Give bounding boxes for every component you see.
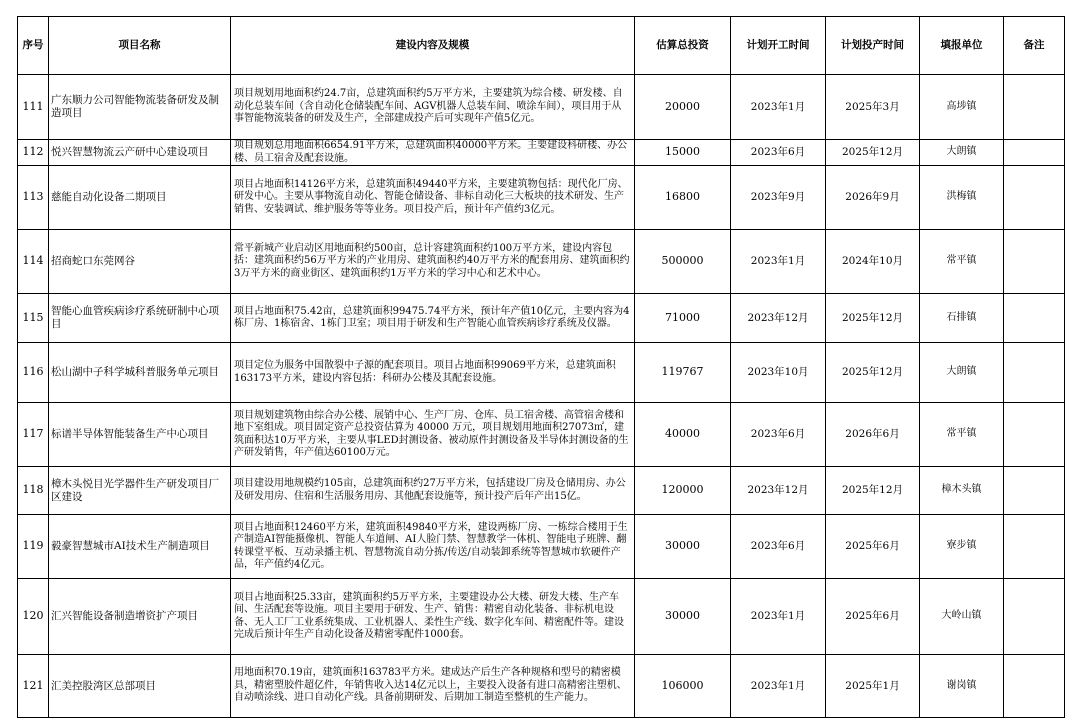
row-note (1004, 75, 1065, 140)
row-note (1004, 294, 1065, 343)
row-note (1004, 140, 1065, 166)
row-investment: 119767 (635, 343, 731, 403)
row-content: 项目占地面积14126平方米，总建筑面积49440平方米，主要建筑物包括：现代化厂房、研发中心。主要从事物流自动化、智能仓储设备、非标自动化三大板块的技术研发、生产销售、安装调试、维护服务等等业务。项目投产后，预计年产值约3亿元。 (231, 166, 635, 230)
table-row (18, 230, 1065, 294)
row-note (1004, 166, 1065, 230)
row-note (1004, 343, 1065, 403)
header-production-time: 计划投产时间 (826, 17, 920, 75)
row-seq: 116 (18, 343, 49, 403)
header-investment: 估算总投资 (635, 17, 731, 75)
row-start-time: 2023年9月 (731, 166, 826, 230)
row-content: 项目规划总用地面积6654.91平方米，总建筑面积40000平方米。主要建设科研楼、办公楼、员工宿舍及配套设施。 (231, 140, 635, 166)
row-content: 用地面积70.19亩，建筑面积163783平方米。建成达产后生产各种规格和型号的精密模具，精密塑胶件超亿件，年销售收入达14亿元以上，主要投入设备有进口高精密注塑机、自动喷涂线、进口自动化产线。具备前期研发、后期加工制造至整机的生产能力。 (231, 655, 635, 718)
row-unit: 洪梅镇 (920, 166, 1004, 230)
row-project-name: 智能心血管疾病诊疗系统研制中心项目 (49, 294, 231, 343)
row-investment: 15000 (635, 140, 731, 166)
row-content: 项目规划用地面积约24.7亩，总建筑面积约5万平方米，主要建筑为综合楼、研发楼、自动化总装车间（含自动化仓储装配车间、AGV机器人总装车间、喷涂车间），项目用于从事智能物流装备的研发及生产，全部建成投产后可实现年产值5亿元。 (231, 75, 635, 140)
row-content: 项目规划建筑物由综合办公楼、展销中心、生产厂房、仓库、员工宿舍楼、高管宿舍楼和地下室组成。项目固定资产总投资估算为 40000 万元，项目规划用地面积27073㎡，建筑面积达10万平方米，主要从事LED封测设备、被动原件封测设备及半导体封测设备的生产研发销售，年产值达60100万元。 (231, 403, 635, 467)
row-project-name: 招商蛇口东莞网谷 (49, 230, 231, 294)
header-start-time: 计划开工时间 (731, 17, 826, 75)
row-note (1004, 403, 1065, 467)
row-investment: 106000 (635, 655, 731, 718)
table-row (18, 294, 1065, 343)
row-project-name: 松山湖中子科学城科普服务单元项目 (49, 343, 231, 403)
table-row (18, 403, 1065, 467)
row-project-name: 汇兴智能设备制造增资扩产项目 (49, 579, 231, 655)
table-row (18, 655, 1065, 718)
row-seq: 119 (18, 515, 49, 579)
row-production-time: 2026年9月 (826, 166, 920, 230)
row-production-time: 2025年12月 (826, 467, 920, 515)
row-content: 项目占地面积12460平方米，建筑面积49840平方米，建设两栋厂房、一栋综合楼用于生产制造AI智能摄像机、智能人车道闸、AI人脸门禁、智慧教学一体机、智能电子班牌、翻转课堂平板、互动录播主机、智慧物流自动分拣/传送/自动装卸系统等智慧城市软硬件产品，年产值约4亿元。 (231, 515, 635, 579)
row-seq: 117 (18, 403, 49, 467)
row-start-time: 2023年12月 (731, 467, 826, 515)
row-investment: 71000 (635, 294, 731, 343)
row-production-time: 2025年1月 (826, 655, 920, 718)
row-start-time: 2023年6月 (731, 515, 826, 579)
row-investment: 120000 (635, 467, 731, 515)
row-unit: 常平镇 (920, 403, 1004, 467)
table-row (18, 343, 1065, 403)
row-project-name: 悦兴智慧物流云产研中心建设项目 (49, 140, 231, 166)
row-start-time: 2023年1月 (731, 75, 826, 140)
table-row (18, 140, 1065, 166)
row-project-name: 毅豪智慧城市AI技术生产制造项目 (49, 515, 231, 579)
table-row (18, 579, 1065, 655)
row-project-name: 樟木头悦目光学器件生产研发项目厂区建设 (49, 467, 231, 515)
row-production-time: 2025年12月 (826, 140, 920, 166)
table-row (18, 467, 1065, 515)
row-unit: 常平镇 (920, 230, 1004, 294)
row-seq: 114 (18, 230, 49, 294)
row-investment: 30000 (635, 515, 731, 579)
row-unit: 寮步镇 (920, 515, 1004, 579)
row-investment: 30000 (635, 579, 731, 655)
row-investment: 16800 (635, 166, 731, 230)
row-unit: 高埗镇 (920, 75, 1004, 140)
row-unit: 大岭山镇 (920, 579, 1004, 655)
row-start-time: 2023年6月 (731, 140, 826, 166)
row-investment: 40000 (635, 403, 731, 467)
row-content: 常平新城产业启动区用地面积约500亩，总计容建筑面积约100万平方米，建设内容包括：建筑面积约56万平方米的产业用房、建筑面积约40万平方米的配套用房、建筑面积约3万平方米的商业街区、建筑面积约1万平方米的学习中心和艺术中心。 (231, 230, 635, 294)
row-seq: 120 (18, 579, 49, 655)
row-note (1004, 467, 1065, 515)
row-project-name: 慈能自动化设备二期项目 (49, 166, 231, 230)
row-production-time: 2024年10月 (826, 230, 920, 294)
table-header-row (18, 17, 1065, 75)
row-seq: 113 (18, 166, 49, 230)
row-start-time: 2023年12月 (731, 294, 826, 343)
table-row (18, 75, 1065, 140)
row-note (1004, 655, 1065, 718)
row-production-time: 2025年12月 (826, 343, 920, 403)
row-content: 项目定位为服务中国散裂中子源的配套项目。项目占地面积99069平方米，总建筑面积163173平方米，建设内容包括：科研办公楼及其配套设施。 (231, 343, 635, 403)
row-note (1004, 515, 1065, 579)
row-production-time: 2025年6月 (826, 579, 920, 655)
header-unit: 填报单位 (920, 17, 1004, 75)
row-seq: 111 (18, 75, 49, 140)
row-project-name: 汇美控股湾区总部项目 (49, 655, 231, 718)
row-production-time: 2025年3月 (826, 75, 920, 140)
row-seq: 112 (18, 140, 49, 166)
row-production-time: 2025年12月 (826, 294, 920, 343)
row-production-time: 2025年6月 (826, 515, 920, 579)
row-content: 项目建设用地规模约105亩，总建筑面积约27万平方米，包括建设厂房及仓储用房、办公及研发用房、住宿和生活服务用房、其他配套设施等，预计投产后年产出15亿。 (231, 467, 635, 515)
row-seq: 118 (18, 467, 49, 515)
row-note (1004, 579, 1065, 655)
row-investment: 500000 (635, 230, 731, 294)
row-start-time: 2023年10月 (731, 343, 826, 403)
row-start-time: 2023年1月 (731, 655, 826, 718)
row-seq: 121 (18, 655, 49, 718)
row-unit: 大朗镇 (920, 140, 1004, 166)
row-unit: 大朗镇 (920, 343, 1004, 403)
row-investment: 20000 (635, 75, 731, 140)
row-content: 项目占地面积75.42亩，总建筑面积99475.74平方米，预计年产值10亿元，主要内容为4栋厂房、1栋宿舍、1栋门卫室；项目用于研发和生产智能心血管疾病诊疗系统及仪器。 (231, 294, 635, 343)
row-unit: 樟木头镇 (920, 467, 1004, 515)
table-row (18, 515, 1065, 579)
header-project-name: 项目名称 (49, 17, 231, 75)
row-project-name: 标谱半导体智能装备生产中心项目 (49, 403, 231, 467)
row-content: 项目占地面积25.33亩，建筑面积约5万平方米，主要建设办公大楼、研发大楼、生产车间、生活配套等设施。项目主要用于研发、生产、销售：精密自动化装备、非标机电设备、无人工厂工业系统集成、工业机器人、柔性生产线、数字化车间、精密配件等。建设完成后预计年生产自动化设备及精密零配件1000套。 (231, 579, 635, 655)
row-note (1004, 230, 1065, 294)
row-unit: 石排镇 (920, 294, 1004, 343)
project-table-sheet (17, 16, 1065, 718)
row-start-time: 2023年6月 (731, 403, 826, 467)
header-content: 建设内容及规模 (231, 17, 635, 75)
row-start-time: 2023年1月 (731, 230, 826, 294)
row-production-time: 2026年6月 (826, 403, 920, 467)
project-table (17, 16, 1065, 718)
row-start-time: 2023年1月 (731, 579, 826, 655)
table-row (18, 166, 1065, 230)
header-note: 备注 (1004, 17, 1065, 75)
row-unit: 谢岗镇 (920, 655, 1004, 718)
row-seq: 115 (18, 294, 49, 343)
header-seq: 序号 (18, 17, 49, 75)
row-project-name: 广东顺力公司智能物流装备研发及制造项目 (49, 75, 231, 140)
